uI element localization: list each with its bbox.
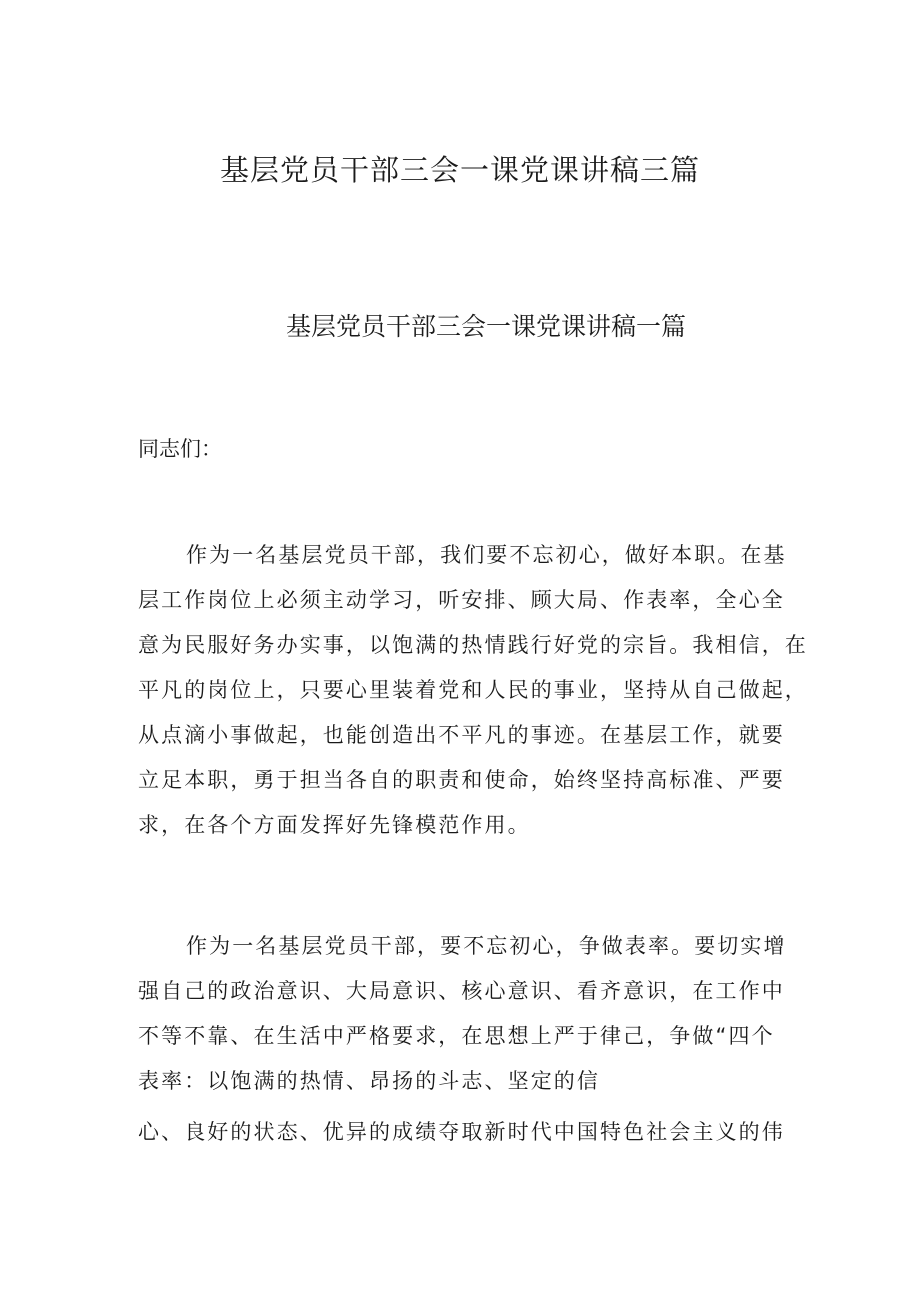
paragraph-line: 层工作岗位上必须主动学习，听安排、顾大局、作表率，全心全 [138,588,785,612]
paragraph-line: 平凡的岗位上，只要心里装着党和人民的事业，坚持从自己做起， [138,678,808,702]
paragraph-line: 作为一名基层党员干部，要不忘初心，争做表率。要切实增 [186,934,787,958]
paragraph-line: 意为民服好务办实事，以饱满的热情践行好党的宗旨。我相信，在 [138,633,808,657]
paragraph-line: 心、良好的状态、优异的成绩夺取新时代中国特色社会主义的伟 [138,1120,785,1144]
paragraph-line: 从点滴小事做起，也能创造出不平凡的事迹。在基层工作，就要 [138,723,785,747]
paragraph-line: 立足本职，勇于担当各自的职责和使命，始终坚持高标准、严要 [138,768,785,792]
greeting: 同志们： [138,437,222,461]
paragraph-line: 求，在各个方面发挥好先锋模范作用。 [138,813,531,837]
section-title: 基层党员干部三会一课党课讲稿一篇 [286,312,687,341]
paragraph-line: 不等不靠、在生活中严格要求，在思想上严于律己，争做“四个 [138,1024,775,1048]
paragraph-line: 表率：以饱满的热情、昂扬的斗志、坚定的信 [138,1069,600,1093]
paragraph-line: 强自己的政治意识、大局意识、核心意识、看齐意识，在工作中 [138,979,785,1003]
paragraph-line: 作为一名基层党员干部，我们要不忘初心，做好本职。在基 [186,543,787,567]
document-title: 基层党员干部三会一课党课讲稿三篇 [219,153,700,187]
